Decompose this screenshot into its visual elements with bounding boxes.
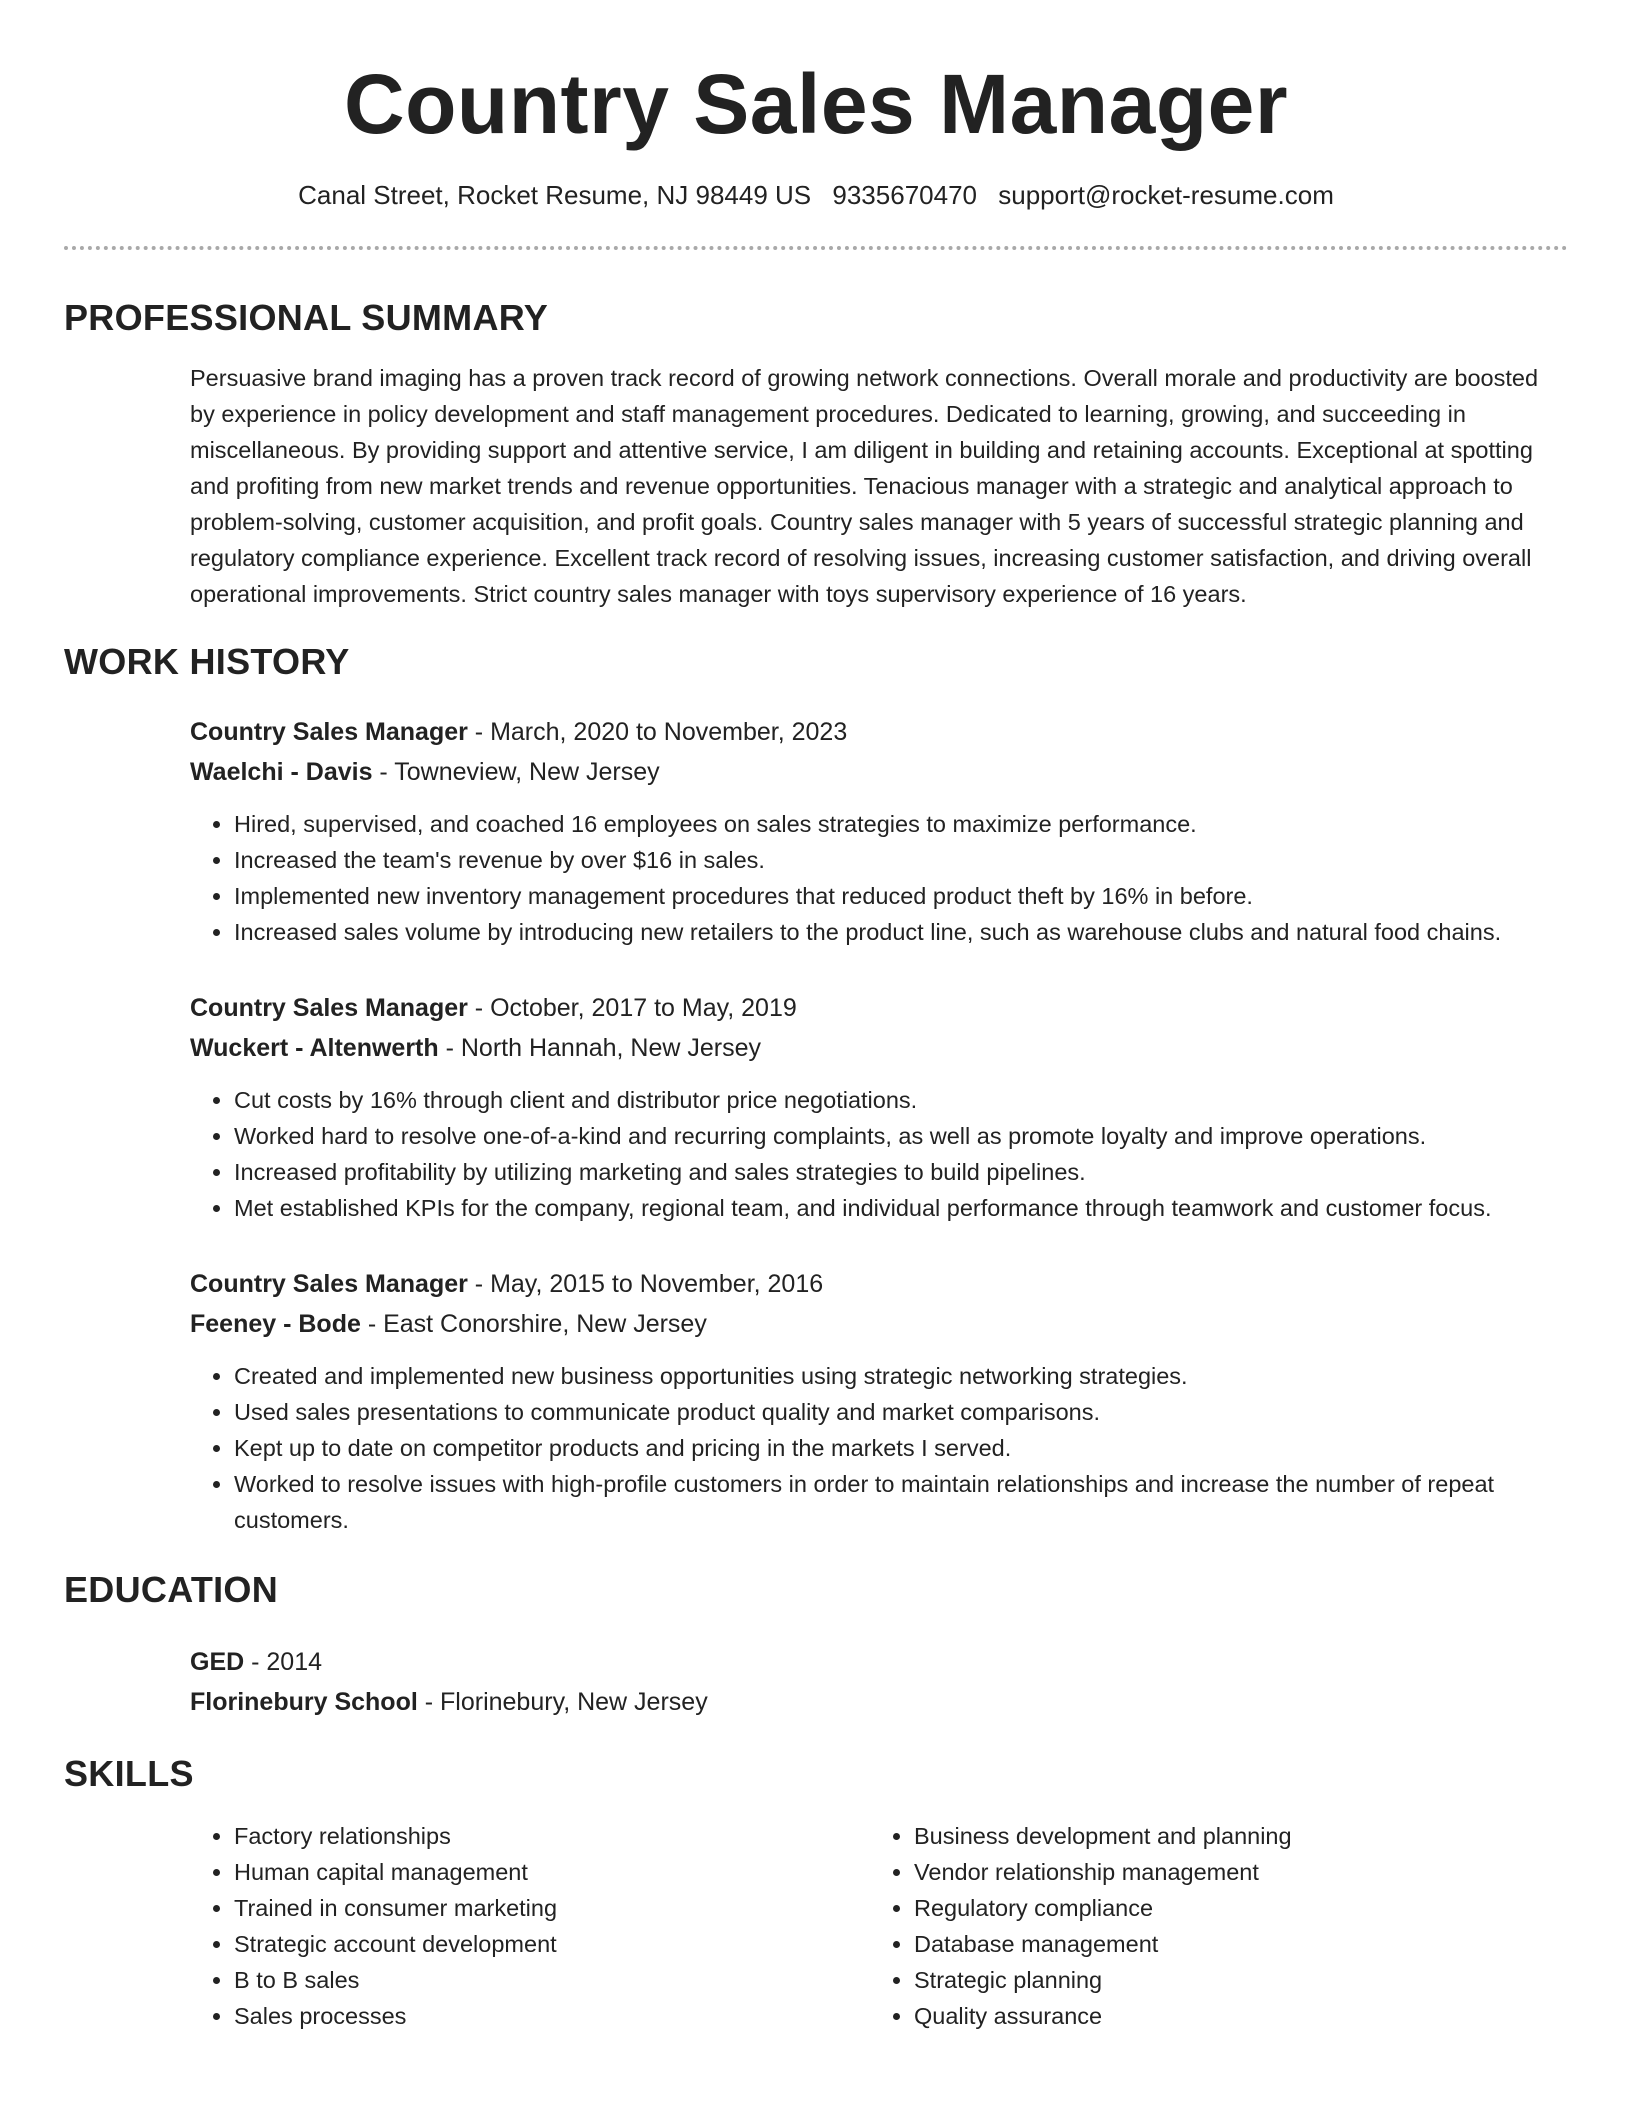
list-item: • Quality assurance	[914, 1998, 1550, 2034]
skills-left-column	[190, 1818, 870, 2034]
job-location: - North Hannah, New Jersey	[438, 1034, 762, 1062]
list-item: • Implemented new inventory management procedures that reduced product theft by 16% in before.	[234, 878, 1568, 914]
job-location: - East Conorshire, New Jersey	[360, 1310, 707, 1338]
list-item: • Kept up to date on competitor products and pricing in the markets I served.	[234, 1430, 1568, 1466]
job-entry	[190, 1264, 1568, 1538]
education-location: - Florinebury, New Jersey	[417, 1688, 708, 1716]
education-section	[64, 1642, 1568, 1722]
skills-section	[64, 1818, 1568, 2034]
job-company: Waelchi - Davis	[190, 758, 373, 786]
job-company: Wuckert - Altenwerth	[190, 1034, 439, 1062]
list-item: • Factory relationships	[234, 1818, 870, 1854]
list-item: • Used sales presentations to communicate product quality and market comparisons.	[234, 1394, 1568, 1430]
list-item: • Business development and planning	[914, 1818, 1550, 1854]
job-title-line	[190, 1264, 1568, 1304]
job-role: Country Sales Manager	[190, 718, 468, 746]
list-item: • Hired, supervised, and coached 16 employees on sales strategies to maximize performance.	[234, 806, 1568, 842]
education-degree-line	[190, 1642, 1568, 1682]
education-school: Florinebury School	[190, 1688, 418, 1716]
education-school-line	[190, 1682, 1568, 1722]
list-item: • Regulatory compliance	[914, 1890, 1550, 1926]
list-item: • Increased sales volume by introducing new retailers to the product line, such as warehouse clubs and natural food chains.	[234, 914, 1568, 950]
job-role: Country Sales Manager	[190, 994, 468, 1022]
list-item: • Worked hard to resolve one-of-a-kind and recurring complaints, as well as promote loyalty and improve operations.	[234, 1118, 1568, 1154]
job-dates: - October, 2017 to May, 2019	[467, 994, 797, 1022]
job-dates: - March, 2020 to November, 2023	[467, 718, 848, 746]
job-location: - Towneview, New Jersey	[372, 758, 660, 786]
header-divider	[64, 246, 1568, 250]
skills-columns	[190, 1818, 1568, 2034]
job-role: Country Sales Manager	[190, 1270, 468, 1298]
contact-address: Canal Street, Rocket Resume, NJ 98449 US	[298, 180, 812, 210]
contact-line	[64, 178, 1568, 212]
summary-section	[64, 360, 1568, 612]
list-item: • Strategic planning	[914, 1962, 1550, 1998]
job-company: Feeney - Bode	[190, 1310, 361, 1338]
job-bullets	[190, 1082, 1568, 1226]
education-heading: EDUCATION	[64, 1569, 279, 1610]
list-item: • Cut costs by 16% through client and distributor price negotiations.	[234, 1082, 1568, 1118]
list-item: • Increased profitability by utilizing marketing and sales strategies to build pipelines.	[234, 1154, 1568, 1190]
job-bullets	[190, 806, 1568, 950]
job-bullets	[190, 1358, 1568, 1538]
list-item: • B to B sales	[234, 1962, 870, 1998]
list-item: • Created and implemented new business opportunities using strategic networking strategies.	[234, 1358, 1568, 1394]
job-title-line	[190, 988, 1568, 1028]
summary-text: Persuasive brand imaging has a proven track record of growing network connections. Overall morale and productivity are boosted by experience in policy development and staff management procedures. Dedicated to learning, growing, and succeeding in miscellaneous. By providing support and attentive service, I am diligent in building and retaining accounts. Exceptional at spotting and profiting from new market trends and revenue opportunities. Tenacious manager with a strategic and analytical approach to problem-solving, customer acquisition, and profit goals. Country sales manager with 5 years of successful strategic planning and regulatory compliance experience. Excellent track record of resolving issues, increasing customer satisfaction, and driving overall operational improvements. Strict country sales manager with toys supervisory experience of 16 years.	[190, 365, 1539, 607]
job-company-line	[190, 1304, 1568, 1344]
resume-header	[64, 0, 1568, 212]
candidate-name: Country Sales Manager	[343, 57, 1289, 151]
contact-email: support@rocket-resume.com	[998, 180, 1334, 210]
list-item: • Sales processes	[234, 1998, 870, 2034]
list-item: • Vendor relationship management	[914, 1854, 1550, 1890]
skills-heading: SKILLS	[64, 1753, 194, 1794]
list-item: • Met established KPIs for the company, regional team, and individual performance through teamwork and customer focus.	[234, 1190, 1568, 1226]
skills-right-column	[870, 1818, 1550, 2034]
job-company-line	[190, 752, 1568, 792]
job-title-line	[190, 712, 1568, 752]
job-entry	[190, 988, 1568, 1226]
list-item: • Increased the team's revenue by over $16 in sales.	[234, 842, 1568, 878]
list-item: • Trained in consumer marketing	[234, 1890, 870, 1926]
contact-phone: 9335670470	[832, 180, 977, 210]
list-item: • Human capital management	[234, 1854, 870, 1890]
work-history-section	[64, 712, 1568, 1538]
job-entry	[190, 712, 1568, 950]
job-company-line	[190, 1028, 1568, 1068]
list-item: • Database management	[914, 1926, 1550, 1962]
list-item: • Strategic account development	[234, 1926, 870, 1962]
job-dates: - May, 2015 to November, 2016	[467, 1270, 824, 1298]
education-year: - 2014	[244, 1648, 323, 1676]
education-degree: GED	[190, 1648, 245, 1676]
work-history-heading: WORK HISTORY	[64, 641, 350, 682]
list-item: • Worked to resolve issues with high-profile customers in order to maintain relationships and increase the number of repeat customers.	[234, 1466, 1568, 1538]
summary-heading: PROFESSIONAL SUMMARY	[64, 297, 549, 338]
